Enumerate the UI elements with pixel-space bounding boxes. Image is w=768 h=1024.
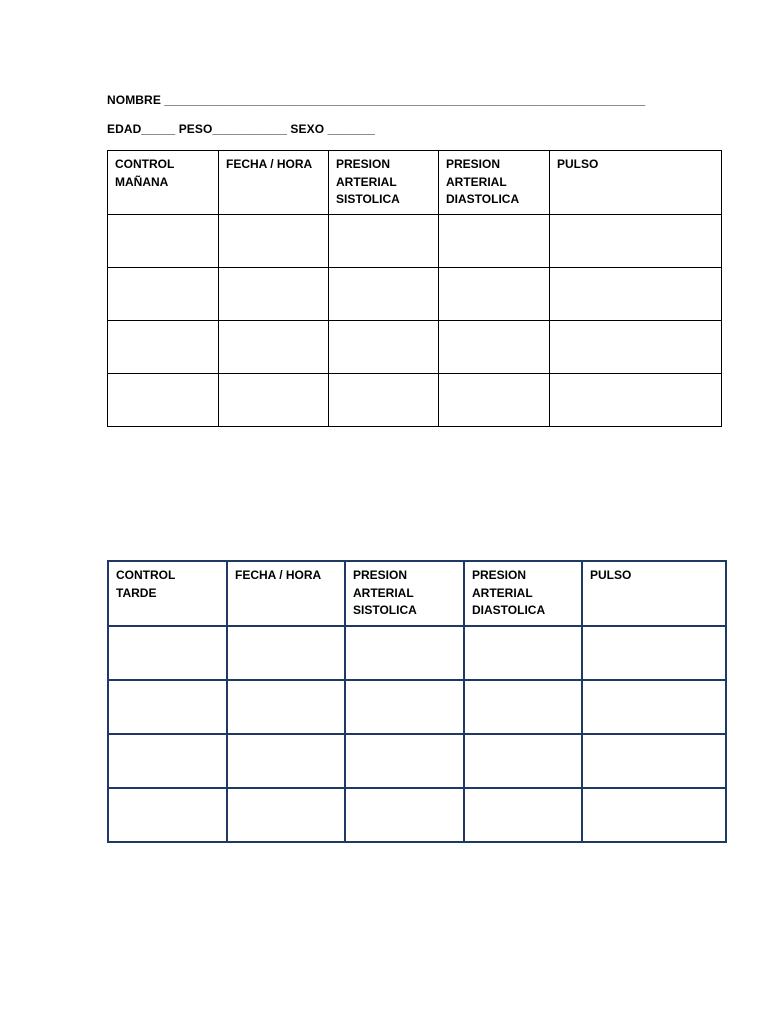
header-presion-diastolica: PRESION ARTERIAL DIASTOLICA [464,561,582,626]
table-row [108,373,722,426]
cell-sistolica[interactable] [329,373,439,426]
nombre-field-line[interactable]: NOMBRE _______________________________________________________________________ [107,93,646,107]
cell-diastolica[interactable] [464,680,582,734]
cell-control[interactable] [108,267,219,320]
cell-control[interactable] [108,373,219,426]
cell-control[interactable] [108,734,227,788]
cell-fecha-hora[interactable] [219,214,329,267]
cell-sistolica[interactable] [345,734,464,788]
cell-control[interactable] [108,680,227,734]
cell-fecha-hora[interactable] [227,734,345,788]
cell-pulso[interactable] [582,788,726,842]
cell-control[interactable] [108,788,227,842]
cell-control[interactable] [108,320,219,373]
cell-pulso[interactable] [582,734,726,788]
cell-sistolica[interactable] [329,214,439,267]
control-tarde-table [107,560,727,843]
cell-pulso[interactable] [550,214,722,267]
cell-fecha-hora[interactable] [227,788,345,842]
cell-diastolica[interactable] [464,734,582,788]
cell-sistolica[interactable] [329,267,439,320]
cell-sistolica[interactable] [329,320,439,373]
cell-pulso[interactable] [582,680,726,734]
cell-diastolica[interactable] [439,267,550,320]
header-presion-sistolica: PRESION ARTERIAL SISTOLICA [345,561,464,626]
header-control-tarde: CONTROL TARDE [108,561,227,626]
cell-control[interactable] [108,214,219,267]
cell-pulso[interactable] [550,320,722,373]
cell-fecha-hora[interactable] [219,320,329,373]
table-row [108,267,722,320]
cell-diastolica[interactable] [439,320,550,373]
header-presion-diastolica: PRESION ARTERIAL DIASTOLICA [439,151,550,215]
table-row [108,734,726,788]
cell-fecha-hora[interactable] [219,373,329,426]
table-row [108,626,726,680]
table-row [108,788,726,842]
cell-fecha-hora[interactable] [219,267,329,320]
cell-control[interactable] [108,626,227,680]
cell-diastolica[interactable] [464,788,582,842]
cell-diastolica[interactable] [439,373,550,426]
table-row [108,214,722,267]
header-fecha-hora: FECHA / HORA [219,151,329,215]
control-manana-table [107,150,722,427]
cell-sistolica[interactable] [345,626,464,680]
cell-sistolica[interactable] [345,680,464,734]
cell-sistolica[interactable] [345,788,464,842]
cell-pulso[interactable] [582,626,726,680]
header-pulso: PULSO [582,561,726,626]
header-presion-sistolica: PRESION ARTERIAL SISTOLICA [329,151,439,215]
cell-diastolica[interactable] [439,214,550,267]
cell-diastolica[interactable] [464,626,582,680]
table-header-row [108,151,722,215]
header-control-manana: CONTROL MAÑANA [108,151,219,215]
cell-fecha-hora[interactable] [227,680,345,734]
table-row [108,680,726,734]
cell-fecha-hora[interactable] [227,626,345,680]
table-row [108,320,722,373]
edad-peso-sexo-field-line[interactable]: EDAD_____ PESO___________ SEXO _______ [107,122,375,136]
cell-pulso[interactable] [550,267,722,320]
header-pulso: PULSO [550,151,722,215]
cell-pulso[interactable] [550,373,722,426]
header-fecha-hora: FECHA / HORA [227,561,345,626]
table-header-row [108,561,726,626]
